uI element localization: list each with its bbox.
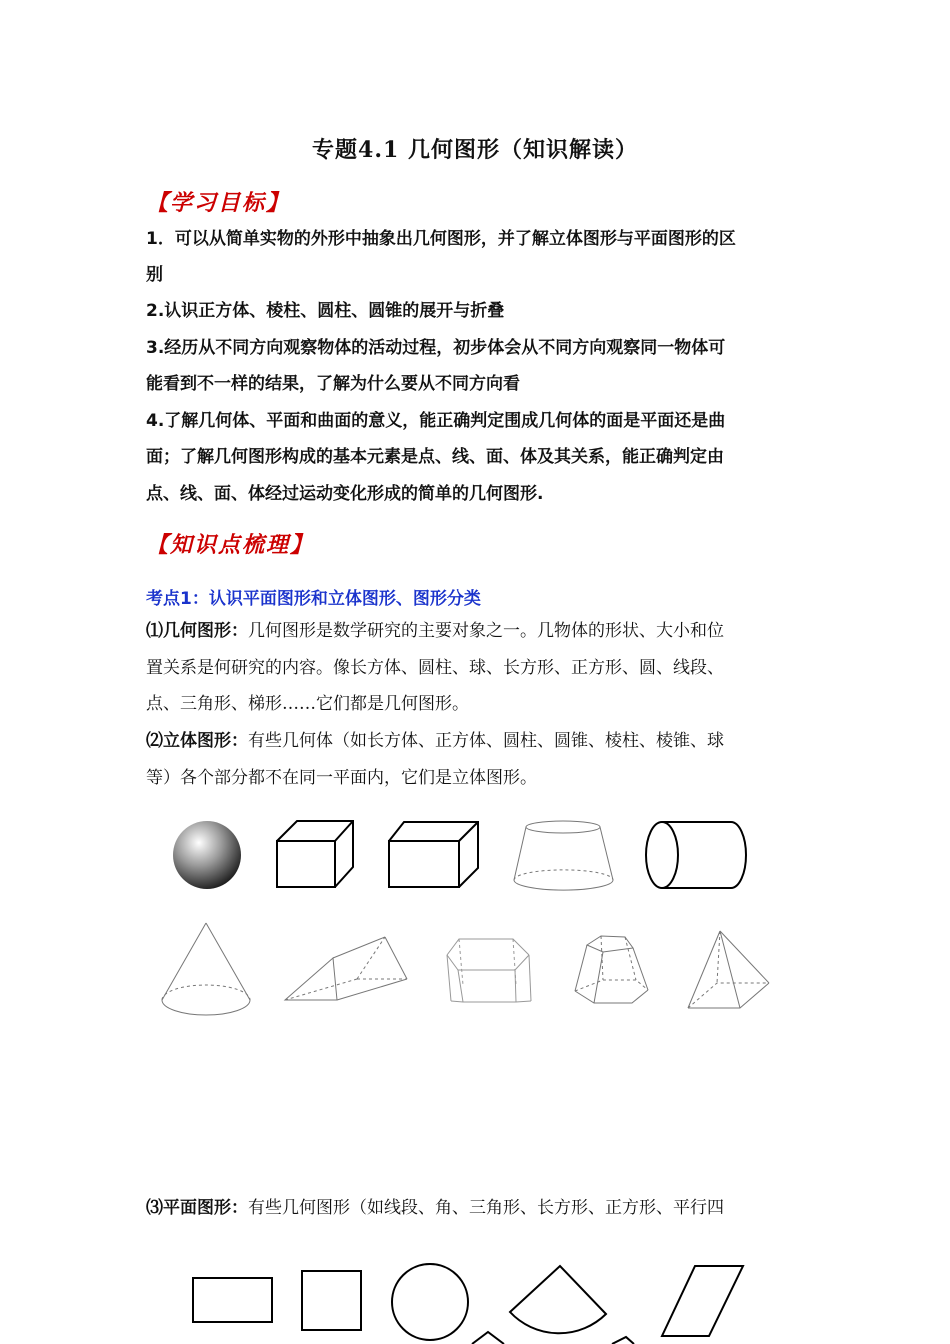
paragraph-line: 点、三角形、梯形……它们都是几何图形。 (146, 694, 469, 714)
circle-shape (392, 1264, 468, 1340)
term-label: ⑶平面图形： (146, 1198, 248, 1218)
parallelogram-shape (662, 1266, 743, 1336)
knowledge-points-heading: 【知识点梳理】 (146, 532, 315, 558)
square-shape (302, 1271, 361, 1330)
paragraph-line: 置关系是何研究的内容。像长方体、圆柱、球、长方形、正方形、圆、线段、 (146, 658, 724, 678)
goal-line: 别 (146, 265, 163, 285)
term-label: ⑵立体图形： (146, 731, 248, 751)
goal-line: 1．可以从简单实物的外形中抽象出几何图形，并了解立体图形与平面图形的区 (146, 229, 736, 249)
partial-shape (472, 1332, 504, 1344)
goal-line: 3.经历从不同方向观察物体的活动过程，初步体会从不同方向观察同一物体可 (146, 338, 726, 358)
paragraph-text: 有些几何体（如长方体、正方体、圆柱、圆锥、棱柱、棱锥、球 (248, 731, 724, 751)
page-title: 专题4.1 几何图形（知识解读） (312, 137, 638, 163)
rectangle-shape (193, 1278, 272, 1322)
goal-line: 面；了解几何图形构成的基本元素是点、线、面、体及其关系，能正确判定由 (146, 447, 724, 467)
kaodian-heading: 考点1：认识平面图形和立体图形、图形分类 (146, 589, 481, 609)
paragraph-line: 等）各个部分都不在同一平面内，它们是立体图形。 (146, 768, 537, 788)
goal-line: 点、线、面、体经过运动变化形成的简单的几何图形. (146, 484, 544, 504)
paragraph-text: 有些几何图形（如线段、角、三角形、长方形、正方形、平行四 (248, 1198, 724, 1218)
goal-line: 2.认识正方体、棱柱、圆柱、圆锥的展开与折叠 (146, 301, 505, 321)
learning-goals-heading: 【学习目标】 (146, 190, 291, 216)
partial-shape (612, 1337, 634, 1344)
paragraph-text: 几何图形是数学研究的主要对象之一。几物体的形状、大小和位 (248, 621, 724, 641)
goal-line: 4.了解几何体、平面和曲面的意义，能正确判定围成几何体的面是平面还是曲 (146, 411, 726, 431)
sector-shape (510, 1266, 606, 1333)
goal-line: 能看到不一样的结果，了解为什么要从不同方向看 (146, 374, 520, 394)
term-label: ⑴几何图形： (146, 621, 248, 641)
